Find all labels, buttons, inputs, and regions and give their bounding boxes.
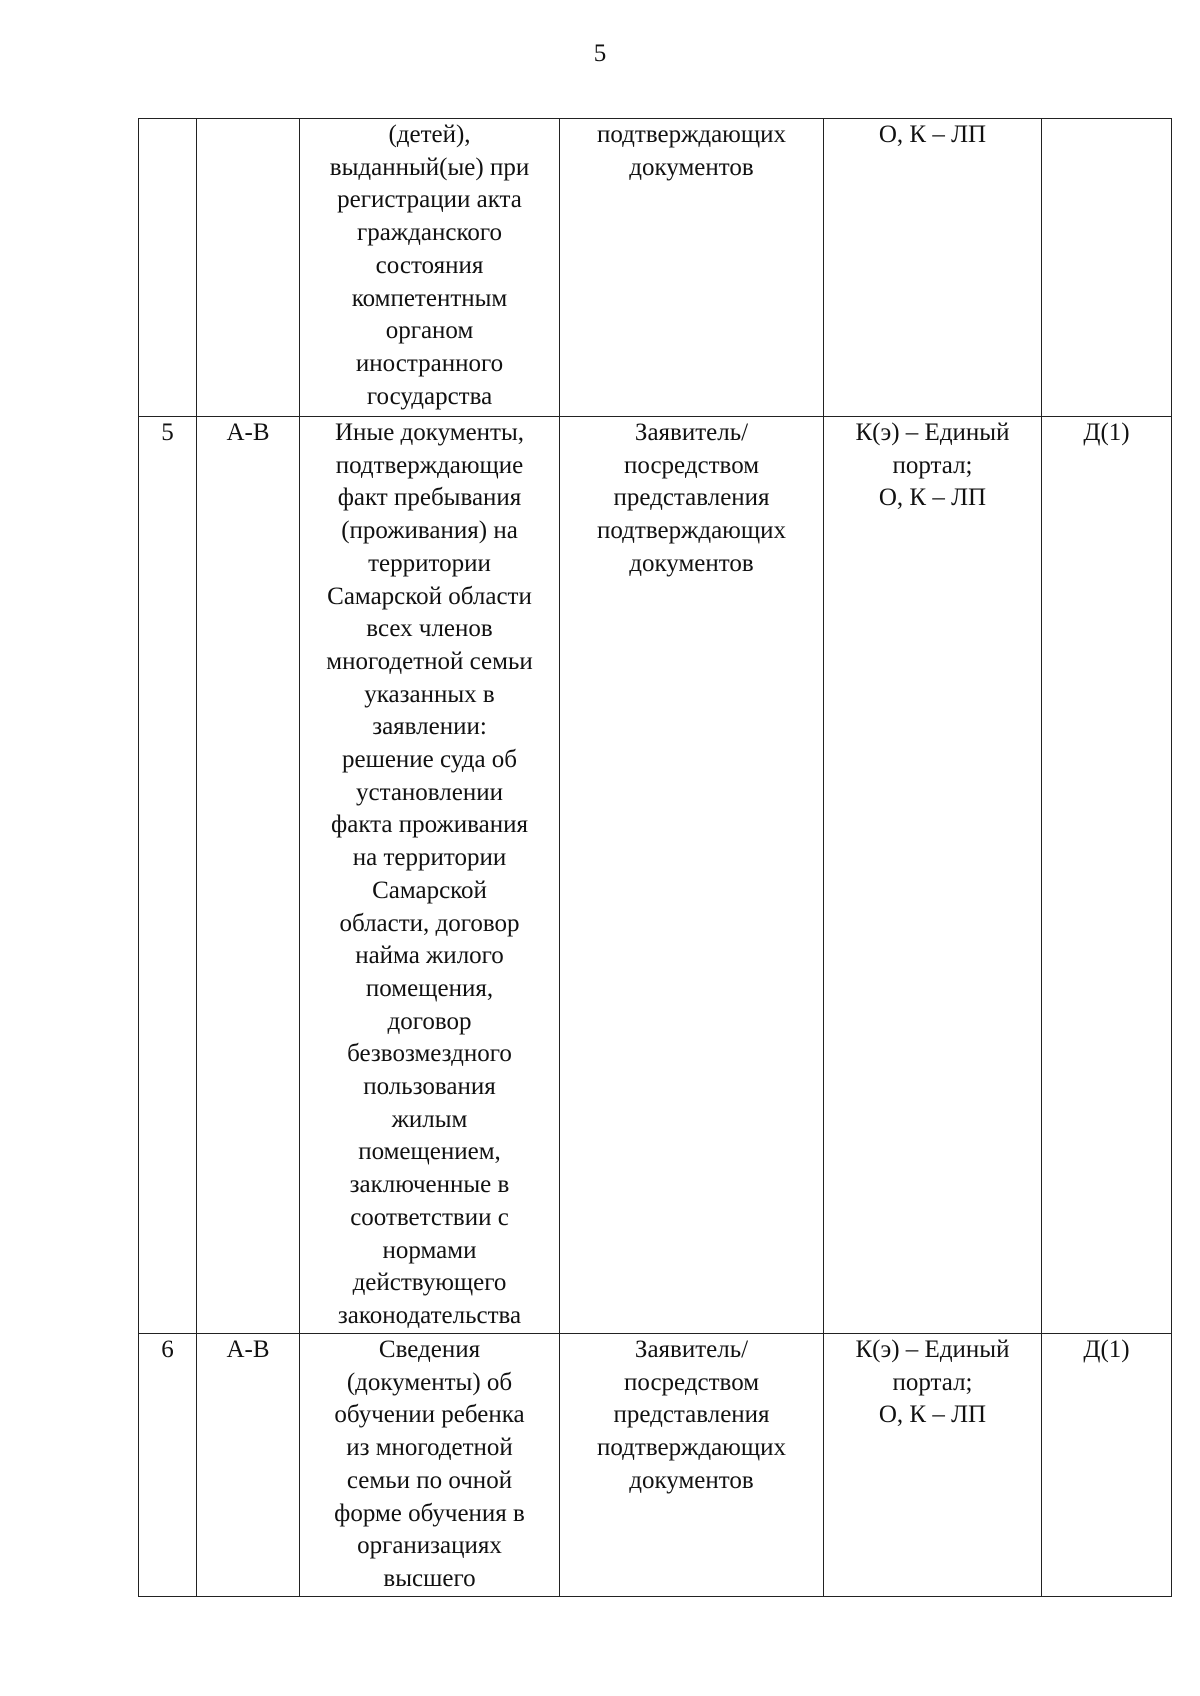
category-code-cell: А-В (197, 417, 300, 1334)
table-row (139, 119, 1172, 417)
document-source-cell: Заявитель/ посредством представления подтверждающих документов (560, 417, 824, 1334)
submission-method-cell: К(э) – Единый портал; О, К – ЛП (824, 417, 1042, 1334)
submission-method-cell: К(э) – Единый портал; О, К – ЛП (824, 1334, 1042, 1597)
table-row (139, 1334, 1172, 1597)
document-description-cell: Иные документы, подтверждающие факт пребывания (проживания) на территории Самарской области всех членов многодетной семьи указанных в заявлении: решение суда об установлении факта проживания на территории Самарской области, договор найма жилого помещения, договор безвозмездного пользования жилым помещением, заключенные в соответствии с нормами действующего законодательства (300, 417, 560, 1334)
table-row (139, 417, 1172, 1334)
category-code-cell: А-В (197, 1334, 300, 1597)
requirements-table (138, 118, 1172, 1597)
row-number-cell: 6 (139, 1334, 197, 1597)
requirement-cell: Д(1) (1042, 417, 1172, 1334)
row-number-cell (139, 119, 197, 417)
row-number-cell: 5 (139, 417, 197, 1334)
document-source-cell: Заявитель/ посредством представления подтверждающих документов (560, 1334, 824, 1597)
document-description-cell: (детей), выданный(ые) при регистрации акта гражданского состояния компетентным органом иностранного государства (300, 119, 560, 417)
document-description-cell: Сведения (документы) об обучении ребенка из многодетной семьи по очной форме обучения в организациях высшего (300, 1334, 560, 1597)
requirement-cell (1042, 119, 1172, 417)
page-number: 5 (593, 40, 607, 67)
category-code-cell (197, 119, 300, 417)
submission-method-cell: О, К – ЛП (824, 119, 1042, 417)
document-source-cell: подтверждающих документов (560, 119, 824, 417)
requirement-cell: Д(1) (1042, 1334, 1172, 1597)
